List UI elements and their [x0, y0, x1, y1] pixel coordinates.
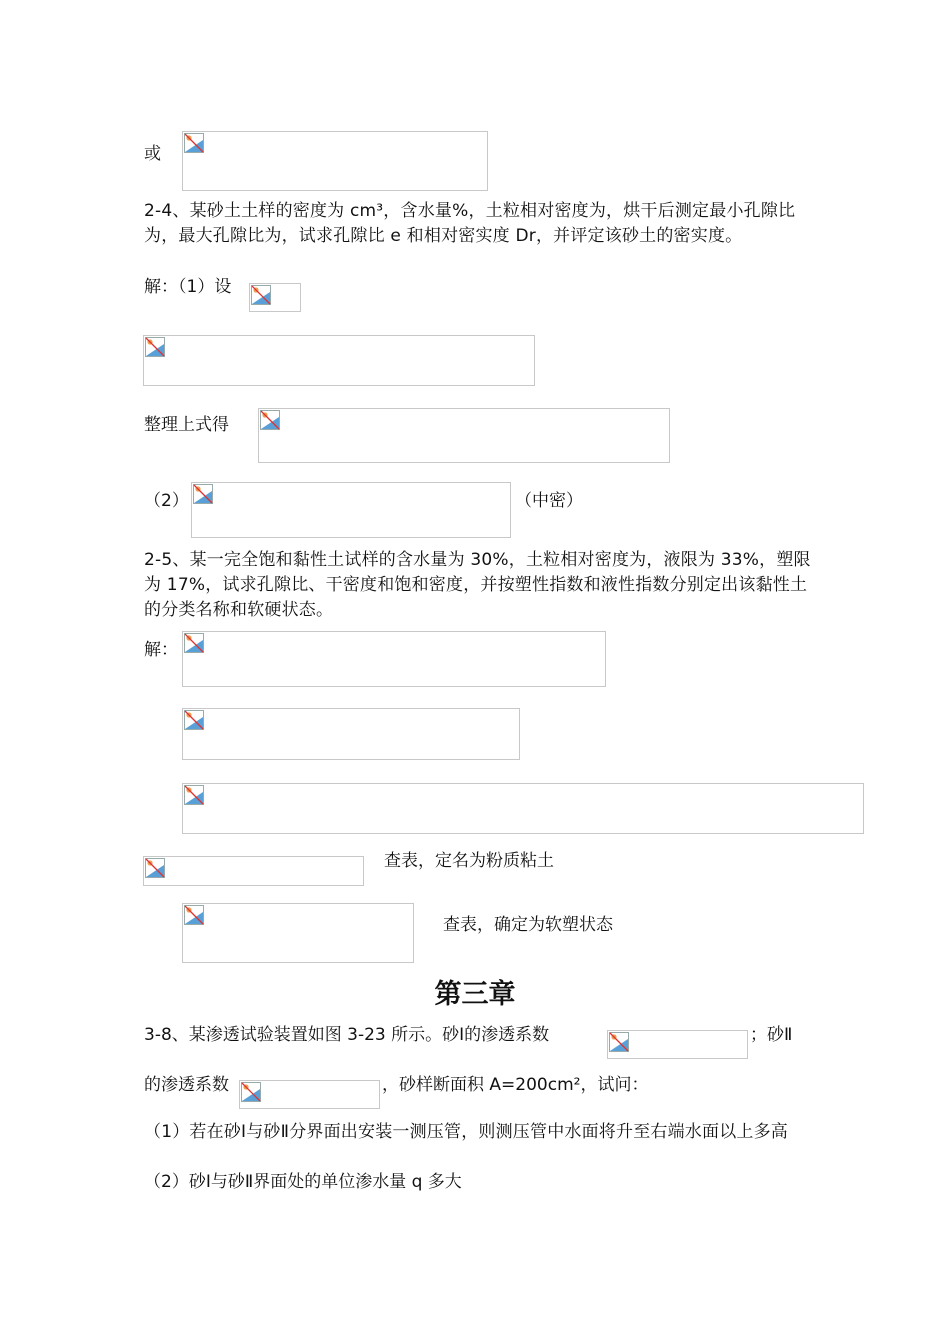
formula-image: [143, 856, 364, 886]
formula-image: [182, 131, 488, 191]
broken-image-icon: [145, 337, 165, 357]
problem-3-8-line2-end: ，砂样断面积 A=200cm²，试问：: [382, 1075, 649, 1095]
formula-image: [191, 482, 511, 538]
question-1: （1）若在砂Ⅰ与砂Ⅱ分界面出安装一测压管，则测压管中水面将升至右端水面以上多高: [144, 1122, 788, 1142]
simplify-label: 整理上式得: [144, 415, 229, 435]
broken-image-icon: [241, 1082, 261, 1102]
broken-image-icon: [184, 633, 204, 653]
broken-image-icon: [609, 1032, 629, 1052]
broken-image-icon: [184, 785, 204, 805]
question-2: （2）砂Ⅰ与砂Ⅱ界面处的单位渗水量 q 多大: [144, 1172, 462, 1192]
classification-label: 查表，定名为粉质粘土: [384, 851, 554, 871]
step2-label: （2）: [144, 491, 189, 511]
solve-label-2-4: 解：（1）设: [144, 277, 232, 297]
broken-image-icon: [193, 484, 213, 504]
formula-image: [182, 783, 864, 834]
formula-image: [607, 1030, 748, 1059]
formula-image: [143, 335, 535, 386]
formula-image: [182, 631, 606, 687]
formula-image: [239, 1080, 380, 1109]
broken-image-icon: [184, 133, 204, 153]
problem-3-8-line2-start: 的渗透系数: [144, 1075, 229, 1095]
problem-2-4-text: 2-4、某砂土土样的密度为 cm³，含水量%，土粒相对密度为，烘干后测定最小孔隙比为，最大孔隙比为，试求孔隙比 e 和相对密实度 Dr，并评定该砂土的密实度。: [144, 201, 796, 246]
state-label: 查表，确定为软塑状态: [443, 915, 613, 935]
problem-3-8-line1: 3-8、某渗透试验装置如图 3-23 所示。砂Ⅰ的渗透系数: [144, 1025, 550, 1045]
problem-2-5-text: 2-5、某一完全饱和黏性土试样的含水量为 30%，土粒相对密度为，液限为 33%，塑限为 17%，试求孔隙比、干密度和饱和密度，并按塑性指数和液性指数分别定出该黏性土的分类名称和软硬状态。: [144, 550, 811, 620]
broken-image-icon: [260, 410, 280, 430]
broken-image-icon: [145, 858, 165, 878]
solve-label-2-5: 解：: [144, 640, 178, 660]
formula-image: [249, 283, 301, 312]
formula-image: [182, 708, 520, 760]
formula-image: [258, 408, 670, 463]
problem-3-8-line1-end: ；砂Ⅱ: [750, 1025, 793, 1045]
density-result-label: （中密）: [515, 491, 583, 511]
formula-image: [182, 903, 414, 963]
chapter-title: 第三章: [434, 979, 516, 1010]
broken-image-icon: [251, 285, 271, 305]
broken-image-icon: [184, 710, 204, 730]
or-label: 或: [144, 144, 161, 164]
broken-image-icon: [184, 905, 204, 925]
